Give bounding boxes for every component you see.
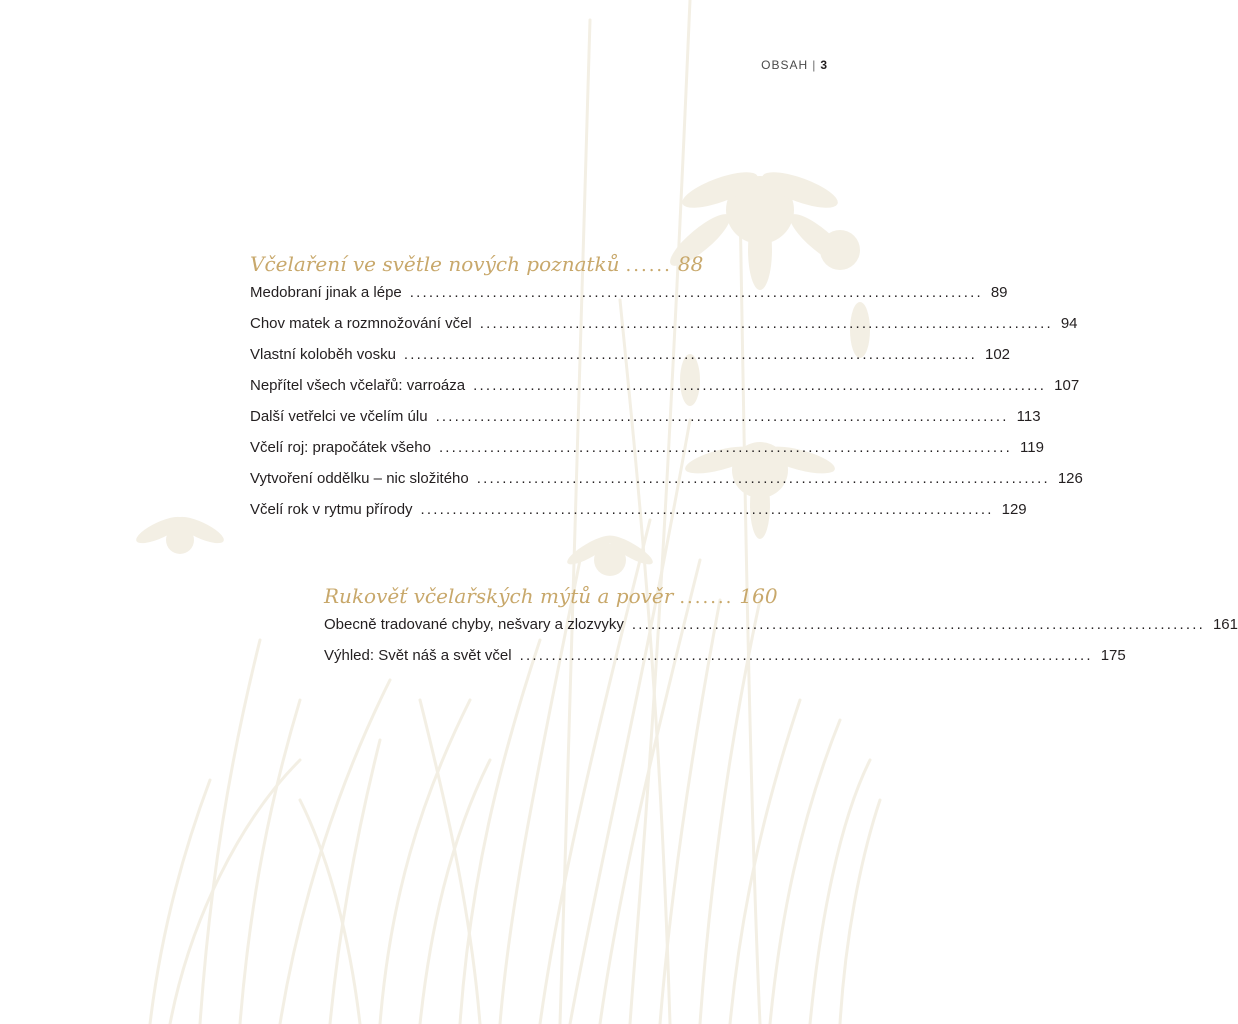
toc-entry-title: Obecně tradované chyby, nešvary a zlozvyky	[324, 616, 624, 633]
toc-entry-page: 113	[1016, 408, 1041, 425]
section-heading-leader: .......	[679, 587, 734, 608]
toc-entry[interactable]	[250, 284, 1008, 315]
dot-leader: ..........................................................................................	[631, 616, 1205, 633]
toc-entry-page: 102	[985, 346, 1011, 363]
toc-entry[interactable]	[250, 346, 1011, 377]
toc-entry[interactable]	[250, 501, 1027, 532]
running-header	[700, 58, 828, 72]
toc-entry-page: 161	[1212, 616, 1238, 633]
toc-entry[interactable]	[250, 439, 1044, 470]
dot-leader: ..........................................................................................	[409, 284, 983, 301]
dot-leader: ..........................................................................................	[420, 501, 994, 518]
section-heading-page: 88	[677, 252, 704, 276]
section-heading-leader: ......	[625, 255, 672, 276]
toc-section-2	[324, 584, 1238, 678]
toc-entry-title: Vytvoření oddělku – nic složitého	[250, 470, 469, 487]
toc-entry-title: Chov matek a rozmnožování včel	[250, 315, 472, 332]
section-heading[interactable]	[250, 252, 704, 282]
toc-entry[interactable]	[250, 470, 1083, 501]
toc-entry-title: Nepřítel všech včelařů: varroáza	[250, 377, 466, 394]
running-header-title: OBSAH	[761, 58, 809, 72]
toc-entry-title: Další vetřelci ve včelím úlu	[250, 408, 428, 425]
toc-entry-page: 94	[1060, 315, 1078, 332]
toc-entry[interactable]	[250, 377, 1080, 408]
toc-entry-page: 89	[990, 284, 1008, 301]
section-heading[interactable]	[324, 584, 778, 614]
toc-entry[interactable]	[250, 315, 1078, 346]
toc-entry-page: 119	[1020, 439, 1044, 456]
toc-entry-title: Medobraní jinak a lépe	[250, 284, 402, 301]
dot-leader: ..........................................................................................	[476, 470, 1050, 487]
toc-entry-page: 129	[1001, 501, 1027, 518]
toc-section-1	[250, 252, 1083, 532]
toc-entry-title: Vlastní koloběh vosku	[250, 346, 396, 363]
toc-entry-page: 126	[1057, 470, 1083, 487]
toc-entry-title: Včelí roj: prapočátek všeho	[250, 439, 431, 456]
running-header-separator: |	[812, 58, 817, 72]
toc-entry[interactable]	[250, 408, 1041, 439]
toc-entry-page: 107	[1054, 377, 1080, 394]
toc-entry-title: Výhled: Svět náš a svět včel	[324, 647, 512, 664]
dot-leader: ..........................................................................................	[435, 408, 1009, 425]
toc-entry-page: 175	[1100, 647, 1126, 664]
section-heading-title: Včelaření ve světle nových poznatků	[250, 252, 620, 276]
dot-leader: ..........................................................................................	[479, 315, 1053, 332]
page-number: 3	[820, 58, 828, 72]
dot-leader: ..........................................................................................	[403, 346, 977, 363]
section-heading-page: 160	[739, 584, 778, 608]
dot-leader: ..........................................................................................	[519, 647, 1093, 664]
dot-leader: ..........................................................................................	[473, 377, 1047, 394]
dot-leader: ..........................................................................................	[438, 439, 1013, 456]
toc-entry[interactable]	[324, 616, 1238, 647]
section-heading-title: Rukověť včelařských mýtů a pověr	[324, 584, 674, 608]
toc-entry[interactable]	[324, 647, 1126, 678]
toc-entry-title: Včelí rok v rytmu přírody	[250, 501, 413, 518]
